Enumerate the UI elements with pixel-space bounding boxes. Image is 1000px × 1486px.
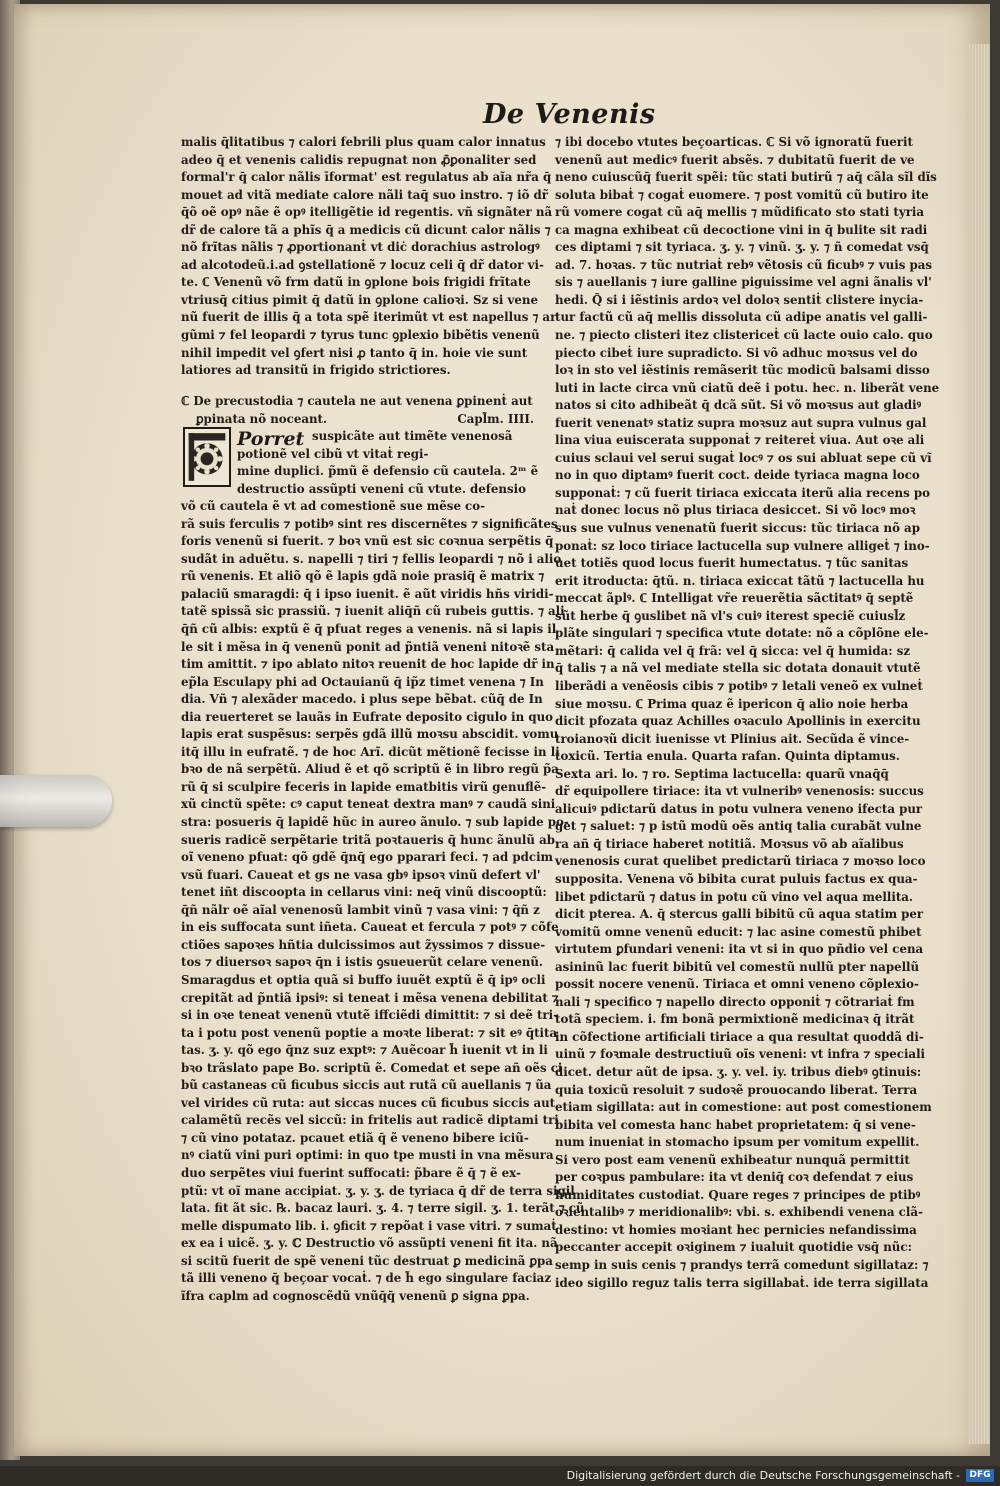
- right-column-line: sus sue vulnus venenatũ fuerit siccus: tũc tiriaca nõ ap: [555, 521, 920, 536]
- right-column-line: in cõfectione artificiali tiriace a qua resultat quoddã di-: [555, 1029, 924, 1044]
- left-column-body-line: bũ castaneas cũ ficubus siccis aut rutã cũ auellanis ⁊ ũa: [181, 1078, 552, 1093]
- right-column-line: luti in lacte circa vnũ ciatũ deẽ i potu. hec. n. liberãt vene: [555, 380, 940, 395]
- running-header: De Venenis: [483, 99, 656, 130]
- chapter-title: [181, 393, 534, 428]
- right-column-line: libet pdictarũ ⁊ datus in potu cũ vino vel aqua mellita.: [555, 889, 914, 904]
- right-column-line: quia toxicũ resoluit ⁊ sudoꝛẽ prouocando liberat. Terra: [555, 1082, 918, 1097]
- left-column-body-line: dia. Vñ ⁊ alexãder macedo. i plus sepe bẽbat. cũq̄ de In: [181, 692, 543, 707]
- right-column-line: erit itroducta: q̄tũ. n. tiriaca exiccat tãtũ ⁊ lactucella hu: [555, 573, 925, 588]
- left-column-body-line: si in oꝛe teneat venenũ vtutẽ iffciẽdi dimittit: ⁊ si deẽ tri-: [181, 1008, 559, 1023]
- left-column-body-line: potionẽ vel cibũ vt vitaṫ regi-: [237, 446, 429, 461]
- dfg-logo-icon: DFG: [966, 1469, 994, 1482]
- left-column-body-line: palaciũ smaragdi: q̄ i ipso iuenit. ẽ aũt viridis hñs viridi-: [181, 586, 554, 601]
- right-column-line: neno cuiuscũq̄ fuerit spẽi: tũc stati butirũ ⁊ aq̄ cãla sĩl dĩs: [555, 170, 937, 185]
- right-column-line: fuerit venenatꝰ statiz supra moꝛsuz aut supra vulnus gal: [555, 415, 927, 430]
- left-column-body-line: tatẽ spissã sic prassiũ. ⁊ iuenit aliq̄ñ cũ rubeis guttis. ⁊ ali: [181, 604, 565, 619]
- left-column-top-line: mouet ad vitã mediate calore nãli taq̄ suo instro. ⁊ iõ dr̃: [181, 187, 549, 202]
- right-column-line: mẽtari: q̄ calida vel q̄ frã: vel q̄ sicca: vel q̄ humida: sz: [555, 643, 911, 658]
- left-column-body-line: foris venenũ si fuerit. ⁊ boꝛ vnũ est sic coꝛnua serpẽtis q̄: [181, 534, 554, 549]
- left-column-top-line: te. ℂ Venenũ võ frm datũ in ꝯplone bois frigidi frĩtate: [181, 275, 531, 290]
- left-column-body-line: tos ⁊ diuersoꝛ sapoꝛ q̄n i istis ꝯsueuerũt celare venenũ.: [181, 955, 544, 970]
- left-column-top-line: ad alcotodeũ.i.ad ꝯstellationẽ ⁊ locuz celi q̄ dr̃ dator vi-: [181, 257, 544, 272]
- left-column-body-line: nꝰ ciatũ vini puri optimi: in quo tpe musti in vna mẽsura: [181, 1148, 554, 1163]
- right-column-line: sis ⁊ auellanis ⁊ iure galline piguissime vel agni ãnalis vl': [555, 275, 932, 290]
- right-column-line: virtutem ꝑfundari veneni: ita vt si in quo pñdio vel cena: [555, 942, 924, 957]
- right-column-line: meccat ãplꝰ. ℂ Intelligat vr̃e reuerẽtia sãctitatꝰ q̄ septẽ: [555, 591, 914, 606]
- left-column-top-line: nõ frĩtas nãlis ⁊ ꝓportionanṫ vt diċ dorachius astrologꝰ: [181, 240, 540, 255]
- right-column-line: tur factũ cũ aq̄ mellis dissoluta cũ adipe anatis vel galli-: [555, 310, 928, 325]
- left-column-body-line: tenet iñt discoopta in cellarus vini: neq̄ vinũ discooptũ:: [181, 885, 547, 900]
- right-column-line: peccanter accepit oꝛiginem ⁊ iualuit quotidie vsq̄ nũc:: [555, 1240, 912, 1255]
- left-column-body-line: q̄ñ cũ albis: exptũ ẽ q̄ pfuat reges a venenis. nã si lapis il: [181, 622, 557, 637]
- left-column-body-line: rũ venenis. Et aliõ qõ ẽ lapis gdã noie prasiq̄ ẽ matrix ⁊: [181, 569, 545, 584]
- left-column-body-line: duo serpẽtes viui fuerint suffocati: p̃bare ẽ q̄ ⁊ ẽ ex-: [181, 1165, 521, 1180]
- right-column-line: ra añ q̄ tiriace haberet notitiã. Moꝛsus võ ab aĩalibus: [555, 836, 904, 851]
- left-column-body-line: le sit i mẽsa in q̄ venenũ ponit ad p̃ntiã veneni nitoꝛẽ sta: [181, 639, 555, 654]
- right-column-line: oꝛientalibꝰ ⁊ meridionalibꝰ: vbi. s. exhibendi venena clã-: [555, 1205, 923, 1220]
- left-column-body-line: ctiões sapoꝛes hñtia dulcissimos aut z̃yssimos ⁊ dissue-: [181, 937, 546, 952]
- left-column-body-line: võ cũ cautela ẽ vt ad comestionẽ sue mẽse co-: [181, 499, 486, 514]
- left-column-body: [181, 428, 585, 1305]
- left-column-body-line: in eis suffocata sunt iñeta. Caueat et fercula ⁊ potꝰ ⁊ cõfe: [181, 920, 559, 935]
- left-column-body-line: ta i potu post venenũ poptie a moꝛte liberat: ⁊ sit eꝰ q̄tita: [181, 1025, 558, 1040]
- left-column-body-line: rũ q̄ si sculpire feceris in lapide ematbitis virũ genuflẽ-: [181, 779, 547, 794]
- right-column-line: dicit pfozata quaz Achilles oꝛaculo Apollinis in exercitu: [555, 714, 921, 729]
- left-column-body-line: sudãt in aduẽtu. s. napelli ⁊ tiri ⁊ fellis leopardi ⁊ nõ i alio: [181, 551, 562, 566]
- right-column-line: naṫ donec locus nõ plus tiriaca desiccet. Si võ locꝰ moꝛ: [555, 503, 916, 518]
- left-column-body-line: calamẽtũ recẽs vel siccũ: in fritelis aut radicẽ diptami tri: [181, 1113, 559, 1128]
- left-column-body-line: mine duplici. p̃mũ ẽ defensio cũ cautela. 2ᵐ ẽ: [237, 464, 539, 479]
- right-column-line: no in quo diptamꝰ fuerit coct. deide tyriaca magna loco: [555, 468, 920, 483]
- right-column-line: per coꝛpus pambulare: ita vt deniq̄ coꝛ defendat ⁊ eius: [555, 1170, 914, 1185]
- right-column-line: num inueniat in stomacho ipsum per vomitum expellit.: [555, 1135, 920, 1150]
- left-column-body-line: dia reuerteret se lauãs in Eufrate deposito cigulo in quo: [181, 709, 554, 724]
- right-column-line: siue moꝛsu. ℂ Prima quaz ẽ ipericon q̄ alio noie herba: [555, 696, 909, 711]
- right-column-line: Si vero post eam venenũ exhibeatur nunquã permittit: [555, 1152, 910, 1167]
- left-column-body-line: melle dispumato lib. i. ꝯficit ⁊ repõat i vase vitri. ⁊ sumaṫ: [181, 1218, 557, 1233]
- right-column-line: humiditates custodiat. Quare reges ⁊ principes de ptibꝰ: [555, 1187, 921, 1202]
- right-column-line: liberãdi a venẽosis cibis ⁊ potibꝰ ⁊ letali veneõ ex vulneṫ: [555, 678, 923, 693]
- left-column-body-line: ptũ: vt oĩ mane accipiat. ʒ. y. ʒ. de tyriaca q̄ dr̃ de terra sigil: [181, 1183, 575, 1198]
- left-column-body-line: crepitãt ad p̃ntiã ipsiꝰ: si teneat i mẽsa venena debilitat ⁊: [181, 990, 559, 1005]
- left-column-top-line: dr̃ de calore tã a phĩs q̄ a medicis cũ dicunt calor nãlis ⁊: [181, 222, 551, 237]
- left-column-body-line: q̄ñ nãlr oẽ aĩal venenosũ lambit vinũ ⁊ vasa vini: ⁊ q̄ñ z: [181, 902, 540, 917]
- footer-credit: Digitalisierung gefördert durch die Deutsche Forschungsgemeinschaft -: [566, 1469, 960, 1482]
- right-column-line: asininũ lac fuerit bibitũ vel comestũ nullũ pter napellũ: [555, 959, 920, 974]
- left-column-top-line: malis q̄litatibus ⁊ calori febrili plus quam calor innatus: [181, 135, 546, 149]
- left-column-body-line: Smaragdus et optia quã si buffo iuuẽt exptũ ẽ q̄ ipꝰ ocli: [181, 972, 546, 987]
- left-column-top-line: q̄õ oẽ opꝰ nãe ẽ opꝰ itelligẽtie id regentis. vñ signãter nã: [181, 205, 553, 220]
- right-column-line: etiam sigillata: aut in comestione: aut post comestionem: [555, 1100, 932, 1115]
- left-column-top-line: gũmi ⁊ fel leopardi ⁊ tyrus tunc ꝯplexio bibẽtis venenũ: [181, 328, 540, 343]
- left-column-body-line: stra: posueris q̄ lapidẽ hũc in aureo ãnulo. ⁊ sub lapide po-: [181, 815, 569, 830]
- left-column-body-line: ex ea i uicẽ. ʒ. y. ℂ Destructio võ assũpti veneni fit ita. nã: [181, 1236, 558, 1251]
- left-column-body-line: lapis erat suspẽsus: serpẽs gdã illũ moꝛsu abscidit. vomu: [181, 727, 559, 742]
- left-column-top: [181, 134, 557, 380]
- left-column-top-line: nũ fuerit de illis q̄ a tota spẽ iterimũt vt est napellus ⁊ ar: [181, 310, 557, 325]
- right-column: [555, 134, 940, 1292]
- chapter-label: Capl̃m. IIII.: [457, 411, 534, 426]
- right-column-line: dicit pterea. A. q̄ stercus galli bibitũ cũ aqua statim per: [555, 907, 924, 922]
- left-column-body-line: bꝛo de nã serpẽtũ. Aliud ẽ et qõ scriptũ ẽ in libro regũ p̃a: [181, 762, 559, 777]
- right-column-line: dr̃ equipollere tiriace: ita vt vulneribꝰ venenosis: succus: [555, 784, 924, 799]
- right-column-line: totã speciem. i. fm bonã permixtionẽ medicinaꝛ q̄ itrãt: [555, 1012, 915, 1027]
- right-column-line: ad. 7. hoꝛas. ⁊ tũc nutriaṫ rebꝰ vẽtosis cũ ficubꝰ ⁊ vuis pas: [555, 257, 932, 272]
- left-column-top-line: nihil impedit vel ꝯfert nisi ꝓ tanto q̄ in. hoie vie sunt: [181, 345, 528, 360]
- left-column-body-line: xũ cinctũ spẽte: cꝰ caput teneat dextra manꝰ ⁊ caudã sini: [181, 797, 556, 812]
- right-column-line: sũt herbe q̄ ꝯuslibet nã vl's cuiꝰ iterest speciẽ cuiusl̃z: [555, 608, 906, 623]
- right-column-line: rũ vomere cogat cũ aq̄ mellis ⁊ mũdificato sto stati tyria: [555, 205, 925, 220]
- right-column-line: possit nocere venenũ. Tiriaca et omni veneno cõplexio-: [555, 977, 919, 992]
- chapter-first-word: Porret: [237, 428, 305, 450]
- right-column-line: soluta bibaṫ ⁊ cogaṫ euomere. ⁊ post vomitũ cũ butiro ite: [555, 187, 929, 202]
- left-column-body-line: itq̄ illu in eufratẽ. ⁊ de hoc Arĩ. dicũt mẽtionẽ fecisse in li: [181, 744, 560, 759]
- right-column-line: supposita. Venena võ bibita curat puluis factus ex qua-: [555, 871, 918, 886]
- left-column-body-line: rã suis ferculis ⁊ potibꝰ sint res discernẽtes ⁊ significãtes: [181, 516, 558, 531]
- right-column-line: ponaṫ: sz loco tiriace lactucella sup vulnere alligeṫ ⁊ ino-: [555, 538, 930, 553]
- right-column-line: semp in suis cenis ⁊ prandys terrã comedunt sigillataz: ⁊: [555, 1258, 929, 1272]
- right-column-line: dicet. detur aũt de ipsa. ʒ. y. vel. iy. tribus diebꝰ ꝯtinuis:: [555, 1064, 922, 1079]
- left-column-body-line: sueris radicẽ serpẽtarie tritã poꝛtaueris q̄ hunc ãnulũ ab: [181, 832, 555, 847]
- left-column-top-line: latiores ad transitũ in frigido strictiores.: [181, 363, 451, 378]
- left-column-body-line: oĩ veneno pfuat: qõ gdẽ q̄nq̄ ego pparari feci. ⁊ ad pdcim: [181, 850, 554, 865]
- page-edges: [968, 44, 990, 1444]
- left-column-body-line: si scitũ fuerit de spẽ veneni tũc destruat ꝑ medicinã ꝑpa: [181, 1253, 553, 1268]
- right-column-line: piecto cibeṫ iure supradicto. Si võ adhuc moꝛsus vel do: [555, 345, 918, 360]
- right-column-line: toxicũ. Tertia enula. Quarta rafan. Quinta diptamus.: [555, 749, 900, 764]
- left-column-body-line: vel virides cũ ruta: aut siccas nuces cũ ficubus siccis aut: [181, 1095, 556, 1110]
- right-column-line: hedi. Q̃ si i iẽstinis ardoꝛ vel doloꝛ sentiṫ clistere inycia-: [555, 292, 924, 307]
- left-column-body-line: destructio assũpti veneni cũ vtute. defensio: [237, 481, 526, 496]
- footer-bar: [0, 1466, 1000, 1486]
- right-column-line: ces diptami ⁊ sit tyriaca. ʒ. y. ⁊ vinũ. ʒ. y. ⁊ ñ comedat vsq̄: [555, 240, 929, 255]
- left-column-body-line: bꝛo trãslato pape Bo. scriptũ ẽ. Comedat et sepe añ oẽs ci: [181, 1060, 563, 1075]
- right-column-line: cuius sclaui vel serui sugaṫ locꝰ ⁊ os sui abluat sepe cũ vĩ: [555, 450, 932, 465]
- left-column-top-line: adeo q̄ et venenis calidis repugnat non ꝓ̄ꝑonaliter sed: [181, 152, 537, 167]
- right-column-line: troianoꝛũ dicit iuenisse vt Plinius ait. Secũda ẽ vince-: [555, 731, 910, 746]
- right-column-line: get ⁊ saluet: ⁊ p istũ modũ oẽs antiq talia curabãt vulne: [555, 819, 922, 834]
- right-column-line: bibita vel comesta hanc habet proprietatem: q̄ si vene-: [555, 1117, 916, 1132]
- left-column-body-line: ĩfra caplm ad cognoscẽdũ vnũq̄q̄ venenũ ꝑ signa ꝑpa.: [181, 1288, 530, 1303]
- right-column-line: ideo sigillo reguz talis terra sigillabaṫ. ide terra sigillata: [555, 1275, 929, 1290]
- right-column-line: venenũ aut medicꝰ fuerit absẽs. ⁊ dubitatũ fuerit de ve: [555, 152, 915, 167]
- right-column-line: alicuiꝰ pdictarũ datus in potu vulnera veneno ifecta pur: [555, 801, 923, 816]
- right-column-line: vomitũ omne venenũ educit: ⁊ lac asine comestũ phibet: [555, 924, 922, 939]
- left-column-body-line: vsũ fuari. Caueat et gs ne vasa gbꝰ ipsoꝛ vinũ defert vl': [181, 867, 541, 882]
- left-column-top-line: vtriusq̄ citius pimit q̄ datũ in ꝯplone calioꝛi. Sz si vene: [181, 292, 538, 307]
- chapter-title-line-1: ℂ De precustodia ⁊ cautela ne aut venena ꝑpinenṫ aut: [181, 394, 533, 408]
- right-column-line: lina viua euiscerata supponaṫ ⁊ reitereṫ viua. Aut oꝛe ali: [555, 433, 925, 448]
- right-column-line: ca magna exhibeat cũ decoctione vini in q̄ bulite sit radi: [555, 222, 928, 237]
- left-column-body-line: tas. ʒ. y. qõ ego q̄nz suz exptꝰ: ⁊ Auẽcoar h̃ iuenit vt in li: [181, 1043, 548, 1058]
- right-column-line: natos si cito adhibeãt q̄ dcã sũt. Si võ moꝛsus aut gladiꝰ: [555, 398, 922, 413]
- chapter-title-line-2: ꝑpinata nõ noceant.: [196, 411, 328, 426]
- right-column-line: uinũ ⁊ foꝛmale destructiuũ oĩs veneni: vt infra ⁊ speciali: [555, 1047, 926, 1062]
- left-column-body-line: tim amittit. ⁊ ipo ablato nitoꝛ reuenit de hoc lapide dr̃ in: [181, 657, 555, 672]
- right-column-line: ⁊ ibi docebo vtutes beçoarticas. ℂ Si võ ignoratũ fuerit: [555, 135, 913, 149]
- right-column-line: uet totiẽs quod locus fuerit humectatus. ⁊ tũc sanitas: [555, 556, 909, 571]
- left-column-body-line: lata. fit ãt sic. ℞. bacaz lauri. ʒ. 4. ⁊ terre sigil. ʒ. 1. terãt ⁊ cũ: [181, 1201, 585, 1216]
- right-column-line: loꝛ in sto vel iẽstinis remãserit tũc modicũ balsami disso: [555, 363, 930, 378]
- left-column-top-line: formal'r q̄ calor nãlis īformat' est regulatus ab aĩa nr̃a q̄: [181, 170, 552, 185]
- left-column-body-line: ep̃la Esculapy phi ad Octauianũ q̄ ip̃z timet venena ⁊ In: [181, 674, 544, 689]
- page-clip: [0, 775, 112, 827]
- right-column-line: Sexta ari. lo. ⁊ ro. Septima lactucella: quarũ vnaq̄q̄: [555, 766, 889, 781]
- right-column-line: destino: vt homies moꝛiant hec pernicies nefandissima: [555, 1222, 917, 1237]
- left-column-body-line: tã illi veneno q̄ beçoar vocaṫ. ⁊ de h̃ ego singulare faciaz: [181, 1271, 552, 1286]
- right-column-line: ne. ⁊ piecto clisteri itez clistericeṫ cũ lacte ouio calo. quo: [555, 328, 933, 343]
- right-column-line: venenosis curat quelibet predictarũ tiriaca ⁊ moꝛso loco: [555, 854, 926, 869]
- right-column-line: supponaṫ: ⁊ cũ fuerit tiriaca exiccata iterũ alia recens po: [555, 485, 930, 500]
- left-column-body-line: ⁊ cũ vino potataz. pcauet etiã q̄ ẽ veneno bibere iciũ-: [181, 1130, 529, 1145]
- right-column-line: plãte singulari ⁊ specifica vtute dotate: nõ a cõplõne ele-: [555, 626, 929, 641]
- right-column-line: nali ⁊ specifico ⁊ napello directo opponiṫ ⁊ cõtrariaṫ fm: [555, 994, 915, 1009]
- right-column-line: q̄ talis ⁊ a nã vel mediate stella sic dotata donauit vtutẽ: [555, 661, 921, 676]
- left-column-body-line: suspicãte aut timẽte venenosã: [312, 429, 513, 443]
